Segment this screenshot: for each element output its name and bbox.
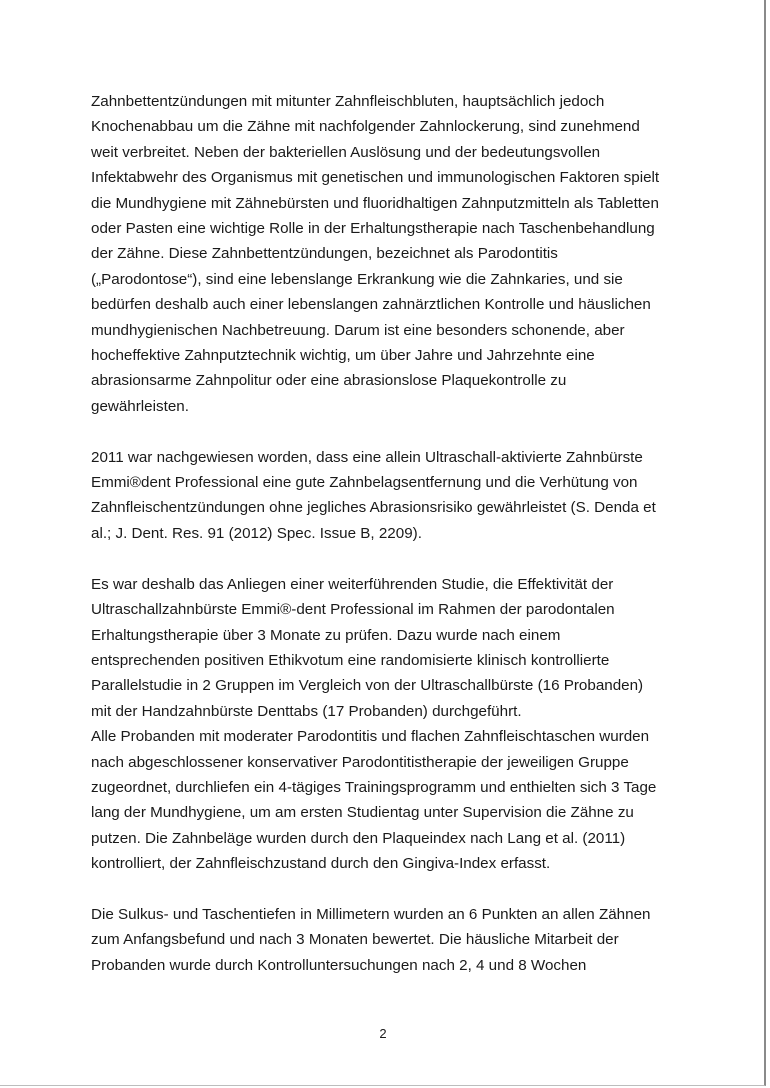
paragraph-2011-study: 2011 war nachgewiesen worden, dass eine allein Ultraschall-aktivierte Zahnbürste Emmi®dent Professional eine gute Zahnbelagsentfernung und die Verhütung von Zahnfleischentzündungen ohne jegliches Abrasionsrisiko gewährleistet (S. Denda et al.; J. Dent. Res. 91 (2012) Spec. Issue B, 2209). [91,448,656,542]
paragraph-study-aim: Es war deshalb das Anliegen einer weiterführenden Studie, die Effektivität der Ultraschallzahnbürste Emmi®-dent Professional im Rahmen der parodontalen Erhaltungstherapie über 3 Monate zu prüfen. Dazu wurde nach einem entsprechenden positiven Ethikvotum eine randomisierte klinisch kontrollierte Parallelstudie in 2 Gruppen im Vergleich von der Ultraschallbürste (16 Probanden) mit der Handzahnbürste Denttabs (17 Probanden) durchgeführt. [91,575,644,720]
paragraph-study-procedure: Alle Probanden mit moderater Parodontitis und flachen Zahnfleischtaschen wurden nach abgeschlossener konservativer Parodontitistherapie der jeweiligen Gruppe zugeordnet, durchliefen ein 4-tägiges Trainingsprogramm und enthielten sich 3 Tage lang der Mundhygiene, um am ersten Studientag unter Supervision die Zähne zu putzen. Die Zahnbeläge wurden durch den Plaqueindex nach Lang et al. (2011) kontrolliert, der Zahnfleischzustand durch den Gingiva-Index erfasst. [91,728,657,873]
body-text [91,89,691,978]
page-number: 2 [379,1026,387,1041]
paragraph-measurements: Die Sulkus- und Taschentiefen in Millimetern wurden an 6 Punkten an allen Zähnen zum Anfangsbefund und nach 3 Monaten bewertet. Die häusliche Mitarbeit der Probanden wurde durch Kontrolluntersuchungen nach 2, 4 und 8 Wochen [91,905,651,974]
paragraph-periodontitis-intro: Zahnbettentzündungen mit mitunter Zahnfleischbluten, hauptsächlich jedoch Knochenabbau um die Zähne mit nachfolgender Zahnlockerung, sind zunehmend weit verbreitet. Neben der bakteriellen Auslösung und der bedeutungsvollen Infektabwehr des Organismus mit genetischen und immunologischen Faktoren spielt die Mundhygiene mit Zähnebürsten und fluoridhaltigen Zahnputzmitteln als Tabletten oder Pasten eine wichtige Rolle in der Erhaltungstherapie nach Taschenbehandlung der Zähne. Diese Zahnbettentzündungen, bezeichnet als Parodontitis („Parodontose“), sind eine lebenslange Erkrankung wie die Zahnkaries, und sie bedürfen deshalb auch einer lebenslangen zahnärztlichen Kontrolle und häuslichen mundhygienischen Nachbetreuung. Darum ist eine besonders schonende, aber hocheffektive Zahnputztechnik wichtig, um über Jahre und Jahrzehnte eine abrasionsarme Zahnpolitur oder eine abrasionslose Plaquekontrolle zu gewährleisten. [91,93,660,415]
